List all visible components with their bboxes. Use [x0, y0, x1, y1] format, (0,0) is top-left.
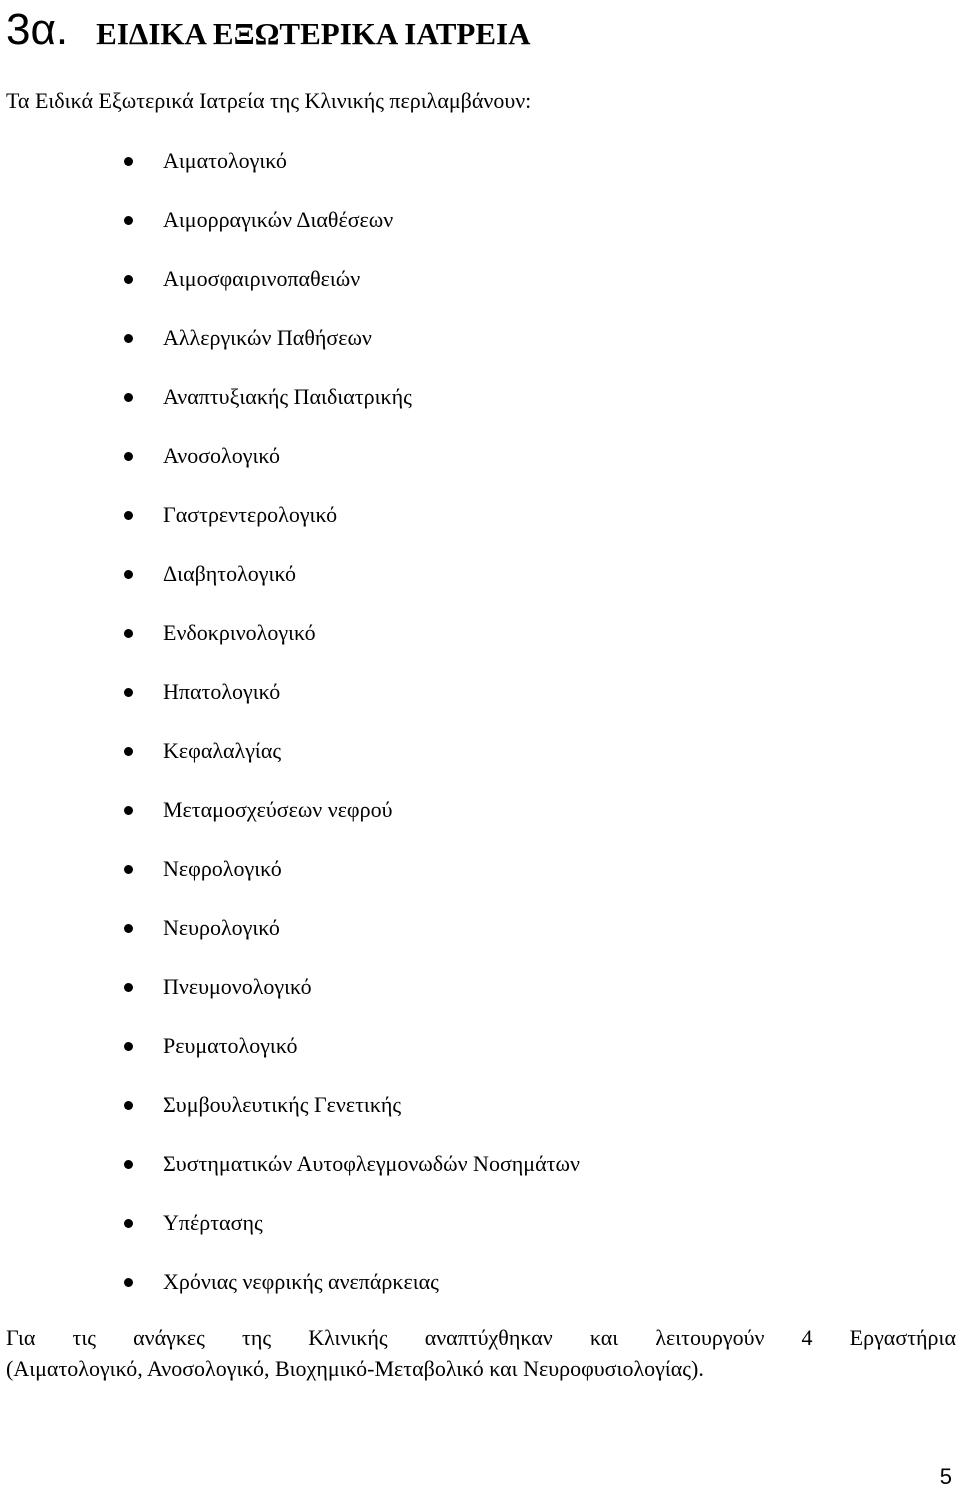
list-item	[0, 1144, 960, 1203]
clinic-label: Συστηματικών Αυτοφλεγμονωδών Νοσημάτων	[163, 1151, 580, 1176]
list-item	[0, 259, 960, 318]
closing-word: ανάγκες	[133, 1325, 205, 1350]
clinic-label: Χρόνιας νεφρικής ανεπάρκειας	[163, 1269, 439, 1294]
section-title: ΕΙΔΙΚΑ ΕΞΩΤΕΡΙΚΑ ΙΑΤΡΕΙΑ	[96, 16, 531, 51]
list-item	[0, 908, 960, 967]
clinic-label: Αλλεργικών Παθήσεων	[163, 325, 372, 350]
bullet-icon	[124, 1101, 133, 1110]
bullet-icon	[124, 1042, 133, 1051]
bullet-icon	[124, 157, 133, 166]
bullet-icon	[124, 216, 133, 225]
clinic-label: Νεφρολογικό	[163, 856, 282, 881]
intro-paragraph: Τα Ειδικά Εξωτερικά Ιατρεία της Κλινικής περιλαμβάνουν:	[6, 88, 532, 113]
clinic-label: Αναπτυξιακής Παιδιατρικής	[163, 384, 412, 409]
closing-word: Εργαστήρια	[849, 1325, 956, 1350]
list-item	[0, 141, 960, 200]
clinic-label: Ενδοκρινολογικό	[163, 620, 316, 645]
closing-paragraph	[6, 1322, 956, 1384]
clinic-label: Ηπατολογικό	[163, 679, 281, 704]
list-item	[0, 613, 960, 672]
bullet-icon	[124, 334, 133, 343]
closing-word: της	[242, 1325, 272, 1350]
bullet-icon	[124, 275, 133, 284]
page-number: 5	[939, 1464, 952, 1489]
clinic-label: Γαστρεντερολογικό	[163, 502, 338, 527]
bullet-icon	[124, 393, 133, 402]
closing-word: αναπτύχθηκαν	[424, 1325, 553, 1350]
clinic-label: Πνευμονολογικό	[163, 974, 312, 999]
bullet-icon	[124, 570, 133, 579]
closing-word: Κλινικής	[308, 1325, 388, 1350]
bullet-icon	[124, 688, 133, 697]
clinic-label: Αιμοσφαιρινοπαθειών	[163, 266, 361, 291]
closing-word: Για	[6, 1325, 36, 1350]
bullet-icon	[124, 924, 133, 933]
closing-word: λειτουργούν	[655, 1325, 765, 1350]
clinic-label: Υπέρτασης	[163, 1210, 263, 1235]
bullet-icon	[124, 629, 133, 638]
clinic-label: Μεταμοσχεύσεων νεφρού	[163, 797, 393, 822]
bullet-icon	[124, 511, 133, 520]
clinic-label: Συμβουλευτικής Γενετικής	[163, 1092, 402, 1117]
list-item	[0, 377, 960, 436]
list-item	[0, 731, 960, 790]
bullet-icon	[124, 1278, 133, 1287]
list-item	[0, 495, 960, 554]
list-item	[0, 1262, 960, 1321]
list-item	[0, 436, 960, 495]
clinic-label: Ανοσολογικό	[163, 443, 280, 468]
clinic-label: Νευρολογικό	[163, 915, 280, 940]
clinic-list	[0, 141, 960, 1321]
bullet-icon	[124, 865, 133, 874]
closing-word: 4	[801, 1325, 813, 1350]
bullet-icon	[124, 452, 133, 461]
list-item	[0, 318, 960, 377]
list-item	[0, 200, 960, 259]
list-item	[0, 790, 960, 849]
closing-line-1	[6, 1322, 956, 1353]
closing-word: τις	[72, 1325, 96, 1350]
clinic-label: Αιμορραγικών Διαθέσεων	[163, 207, 394, 232]
closing-line-2: (Αιματολογικό, Ανοσολογικό, Βιοχημικό-Μεταβολικό και Νευροφυσιολογίας).	[6, 1356, 704, 1381]
list-item	[0, 1085, 960, 1144]
bullet-icon	[124, 1160, 133, 1169]
list-item	[0, 1026, 960, 1085]
clinic-label: Διαβητολογικό	[163, 561, 297, 586]
list-item	[0, 554, 960, 613]
list-item	[0, 849, 960, 908]
bullet-icon	[124, 747, 133, 756]
clinic-label: Αιματολογικό	[163, 148, 287, 173]
section-number: 3α.	[6, 5, 69, 54]
clinic-label: Ρευματολογικό	[163, 1033, 298, 1058]
list-item	[0, 967, 960, 1026]
section-heading	[6, 4, 531, 60]
list-item	[0, 672, 960, 731]
bullet-icon	[124, 1219, 133, 1228]
closing-word: και	[589, 1325, 619, 1350]
bullet-icon	[124, 806, 133, 815]
list-item	[0, 1203, 960, 1262]
bullet-icon	[124, 983, 133, 992]
clinic-label: Κεφαλαλγίας	[163, 738, 282, 763]
